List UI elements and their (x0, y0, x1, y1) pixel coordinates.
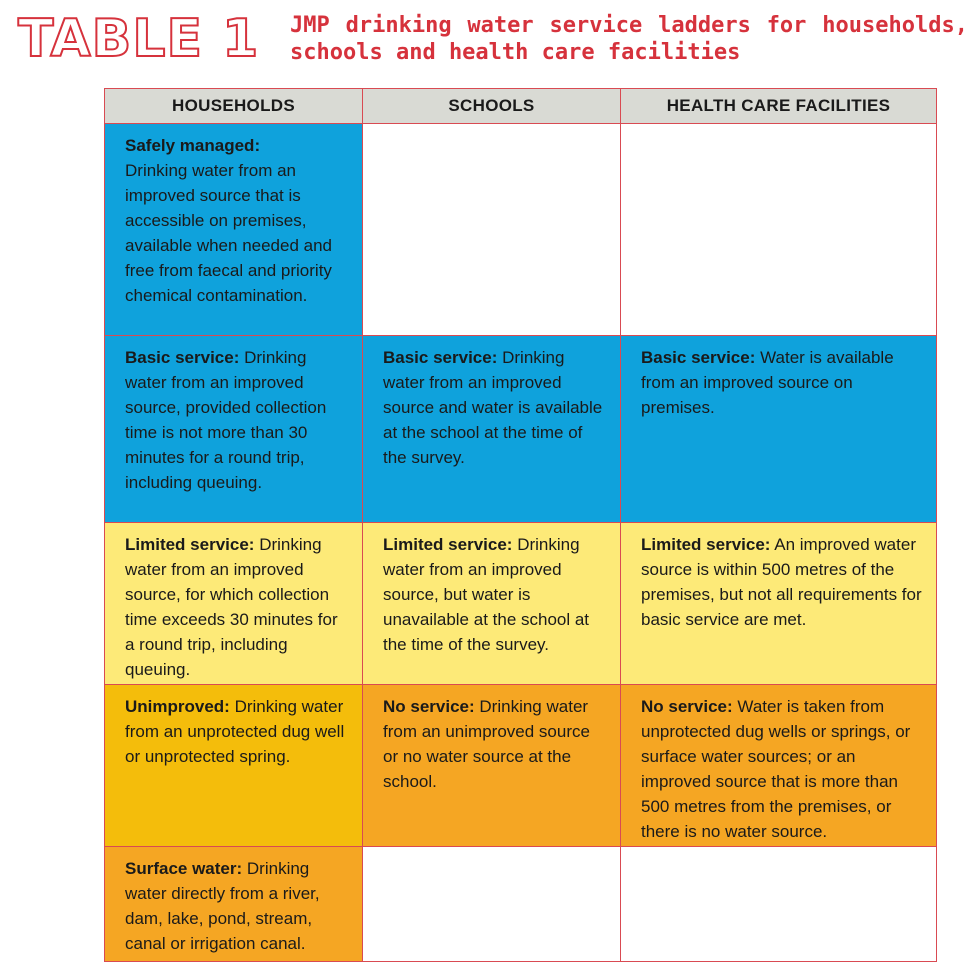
cell-health-limited (620, 522, 937, 685)
table-number-label: TABLE 1 (18, 9, 260, 69)
service-level-description: Drinking water directly from a river, dam, lake, pond, stream, canal or irrigation canal. (125, 859, 320, 953)
column-header-health-care-facilities: HEALTH CARE FACILITIES (620, 88, 937, 124)
cell-households-surface-water (104, 846, 363, 962)
service-level-label: Limited service: (125, 535, 255, 554)
cell-health-no-service (620, 684, 937, 847)
table-title: JMP drinking water service ladders for households, schools and health care facilities (290, 13, 968, 65)
cell-health-surface-water-empty (620, 846, 937, 962)
service-level-description: Drinking water from an improved source, but water is unavailable at the school at the time of the survey. (383, 535, 590, 654)
cell-health-safely-managed-empty (620, 123, 937, 336)
service-level-description: Water is available from an improved source on premises. (641, 348, 894, 417)
column-header-schools: SCHOOLS (362, 88, 621, 124)
service-level-description: Drinking water from an improved source that is accessible on premises, available when needed and free from faecal and priority chemical contamination. (125, 161, 333, 305)
service-level-label: Limited service: (383, 535, 513, 554)
service-ladder-table (104, 88, 936, 961)
cell-schools-basic (362, 335, 621, 523)
service-level-label: Limited service: (641, 535, 771, 554)
service-level-label: No service: (383, 697, 475, 716)
service-level-label: Basic service: (125, 348, 240, 367)
cell-schools-no-service (362, 684, 621, 847)
service-level-description: Drinking water from an unprotected dug well or unprotected spring. (125, 697, 345, 766)
service-level-description: Drinking water from an improved source, for which collection time exceeds 30 minutes for a round trip, including queuing. (125, 535, 338, 679)
cell-households-safely-managed (104, 123, 363, 336)
service-level-label: Unimproved: (125, 697, 230, 716)
cell-schools-safely-managed-empty (362, 123, 621, 336)
service-level-label: Basic service: (383, 348, 498, 367)
cell-schools-surface-water-empty (362, 846, 621, 962)
service-level-description: Drinking water from an unimproved source or no water source at the school. (383, 697, 590, 791)
cell-households-limited (104, 522, 363, 685)
cell-households-basic (104, 335, 363, 523)
cell-households-unimproved (104, 684, 363, 847)
service-level-label: No service: (641, 697, 733, 716)
service-level-description: Water is taken from unprotected dug wells or springs, or surface water sources; or an improved source that is more than 500 metres from the premises, or there is no water source. (641, 697, 911, 841)
service-level-label: Safely managed: (125, 136, 261, 155)
column-header-households: HOUSEHOLDS (104, 88, 363, 124)
service-level-description: Drinking water from an improved source, provided collection time is not more than 30 minutes for a round trip, including queuing. (125, 348, 327, 492)
service-level-label: Basic service: (641, 348, 756, 367)
cell-health-basic (620, 335, 937, 523)
service-level-description: Drinking water from an improved source and water is available at the school at the time of the survey. (383, 348, 603, 467)
cell-schools-limited (362, 522, 621, 685)
service-level-label: Surface water: (125, 859, 243, 878)
service-level-description: An improved water source is within 500 metres of the premises, but not all requirements for basic service are met. (641, 535, 922, 629)
